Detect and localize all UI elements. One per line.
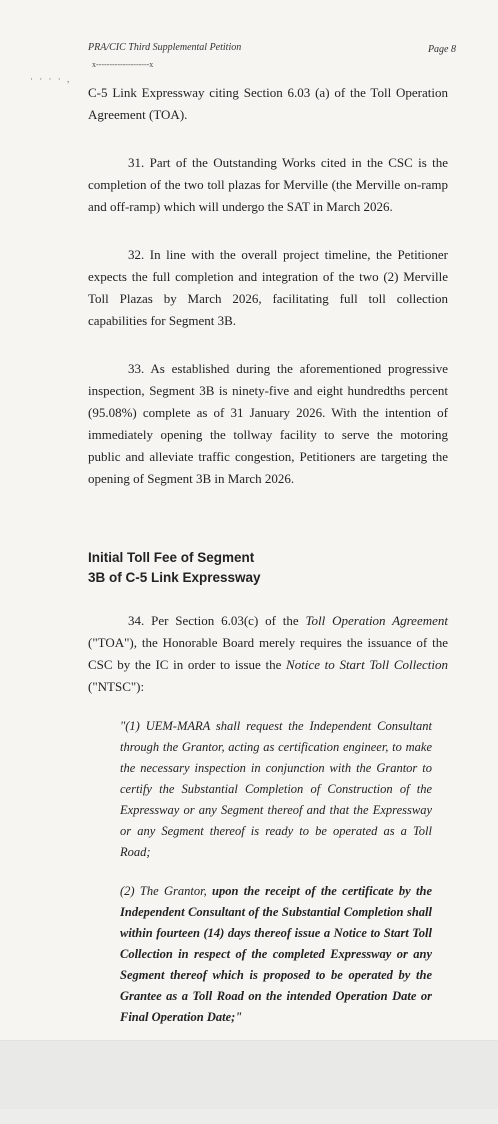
p34-toa: Toll Operation Agreement	[305, 613, 448, 628]
section-heading	[88, 548, 448, 588]
quote-clause-2	[120, 881, 432, 1028]
section-heading-line-1: Initial Toll Fee of Segment	[88, 550, 255, 565]
quote-clause-2-lead: (2) The Grantor,	[120, 884, 213, 898]
page-number: Page 8	[427, 44, 456, 55]
quote-clause-2-bold: upon the receipt of the certificate by the Independent Consultant of the Substantial Completion shall within fourteen (14) days thereof issue a Notice to Start Toll Collection in respect of the completed Expressway or any Segment thereof which is proposed to be operated by the Grantee as a Toll Road on the intended Operation Date or Final Operation Date;"	[120, 884, 432, 1024]
document-body	[88, 82, 448, 1124]
margin-marks: · · · · ,	[30, 74, 72, 84]
paragraph-30-continued: C-5 Link Expressway citing Section 6.03 (a) of the Toll Operation Agreement (TOA).	[88, 85, 448, 122]
paragraph-31: 31. Part of the Outstanding Works cited in the CSC is the completion of the two toll plazas for Merville (the Merville on-ramp and off-ramp) which will undergo the SAT in March 2026.	[88, 155, 448, 214]
header-rule: x--------------------x	[92, 60, 154, 69]
page-bottom-background	[0, 1040, 498, 1109]
paragraph-33: 33. As established during the aforementioned progressive inspection, Segment 3B is ninety-five and eight hundredths percent (95.08%) complete as of 31 January 2026. With the intention of immediately opening the tollway facility to serve the motoring public and alleviate traffic congestion, Petitioners are targeting the opening of Segment 3B in March 2026.	[88, 361, 448, 486]
p34-mid: ("TOA"), the Honorable Board merely requires the issuance of the CSC by the IC in order to issue the	[88, 635, 448, 672]
paragraph-34	[88, 610, 448, 698]
p34-ntsc: Notice to Start Toll Collection	[286, 657, 448, 672]
p34-lead: 34. Per Section 6.03(c) of the	[128, 613, 306, 628]
p34-tail: ("NTSC"):	[88, 679, 145, 694]
quote-clause-1: "(1) UEM-MARA shall request the Independent Consultant through the Grantor, acting as certification engineer, to make the necessary inspection in conjunction with the Grantor to certify the Substantial Completion of Construction of the Expressway or any Segment thereof and that the Expressway or any Segment thereof is ready to be operated as a Toll Road;	[120, 719, 432, 859]
section-heading-line-2: 3B of C-5 Link Expressway	[88, 570, 261, 585]
running-title: PRA/CIC Third Supplemental Petition	[88, 42, 242, 53]
paragraph-32: 32. In line with the overall project timeline, the Petitioner expects the full completion and integration of the two (2) Merville Toll Plazas by March 2026, facilitating full toll collection capabilities for Segment 3B.	[88, 247, 448, 328]
